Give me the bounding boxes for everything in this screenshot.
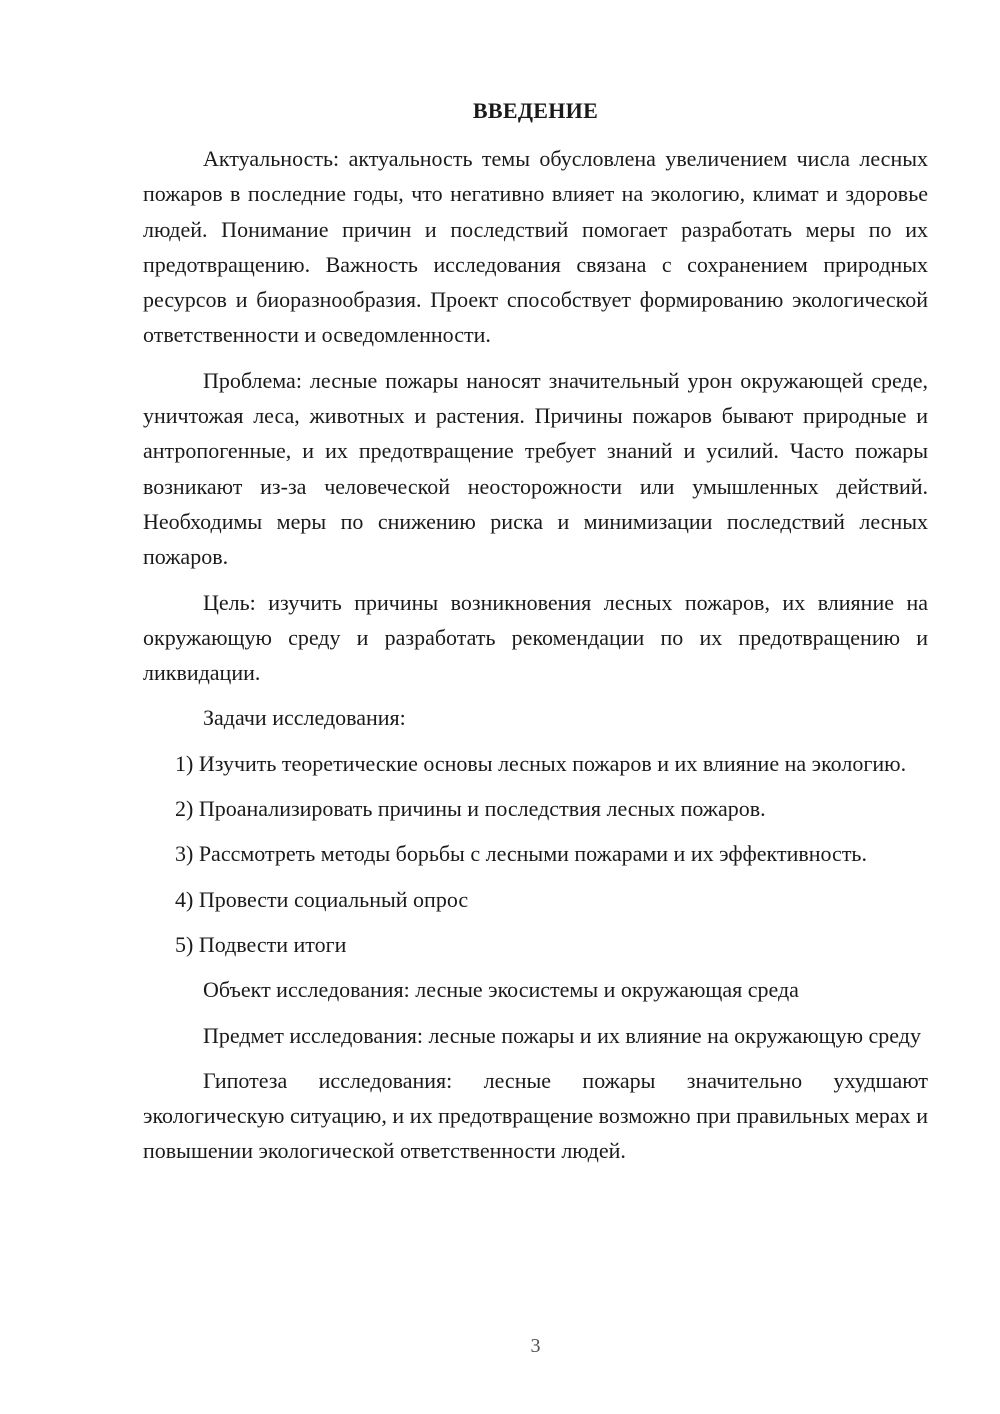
page-number: 3 [530,1335,541,1357]
task-item-5: 5) Подвести итоги [175,931,347,957]
paragraph-subject: Предмет исследования: лесные пожары и их влияние на окружающую среду [203,1022,921,1048]
paragraph-goal: Цель: изучить причины возникновения лесных пожаров, их влияние на окружающую среду и разработать рекомендации по их предотвращению и ликвидации. [143,589,928,686]
paragraph-object: Объект исследования: лесные экосистемы и окружающая среда [203,977,799,1003]
document-page [143,0,928,1414]
paragraph-relevance: Актуальность: актуальность темы обусловлена увеличением числа лесных пожаров в последние годы, что негативно влияет на экологию, климат и здоровье людей. Понимание причин и последствий помогает разработать меры по их предотвращению. Важность исследования связана с сохранением природных ресурсов и биоразнообразия. Проект способствует формированию экологической ответственности и осведомленности. [143,146,928,348]
section-title: ВВЕДЕНИЕ [472,98,599,123]
task-item-3: 3) Рассмотреть методы борьбы с лесными пожарами и их эффективность. [175,841,867,867]
task-item-1: 1) Изучить теоретические основы лесных пожаров и их влияние на экологию. [175,750,907,776]
paragraph-tasks-heading: Задачи исследования: [203,705,406,731]
task-item-2: 2) Проанализировать причины и последствия лесных пожаров. [175,796,766,822]
paragraph-problem: Проблема: лесные пожары наносят значительный урон окружающей среде, уничтожая леса, животных и растения. Причины пожаров бывают природные и антропогенные, и их предотвращение требует знаний и усилий. Часто пожары возникают из-за человеческой неосторожности или умышленных действий. Необходимы меры по снижению риска и минимизации последствий лесных пожаров. [143,367,928,570]
task-item-4: 4) Провести социальный опрос [175,886,469,912]
paragraph-hypothesis: Гипотеза исследования: лесные пожары значительно ухудшают экологическую ситуацию, и их предотвращение возможно при правильных мерах и повышении экологической ответственности людей. [143,1067,928,1164]
document-body [143,141,928,1179]
